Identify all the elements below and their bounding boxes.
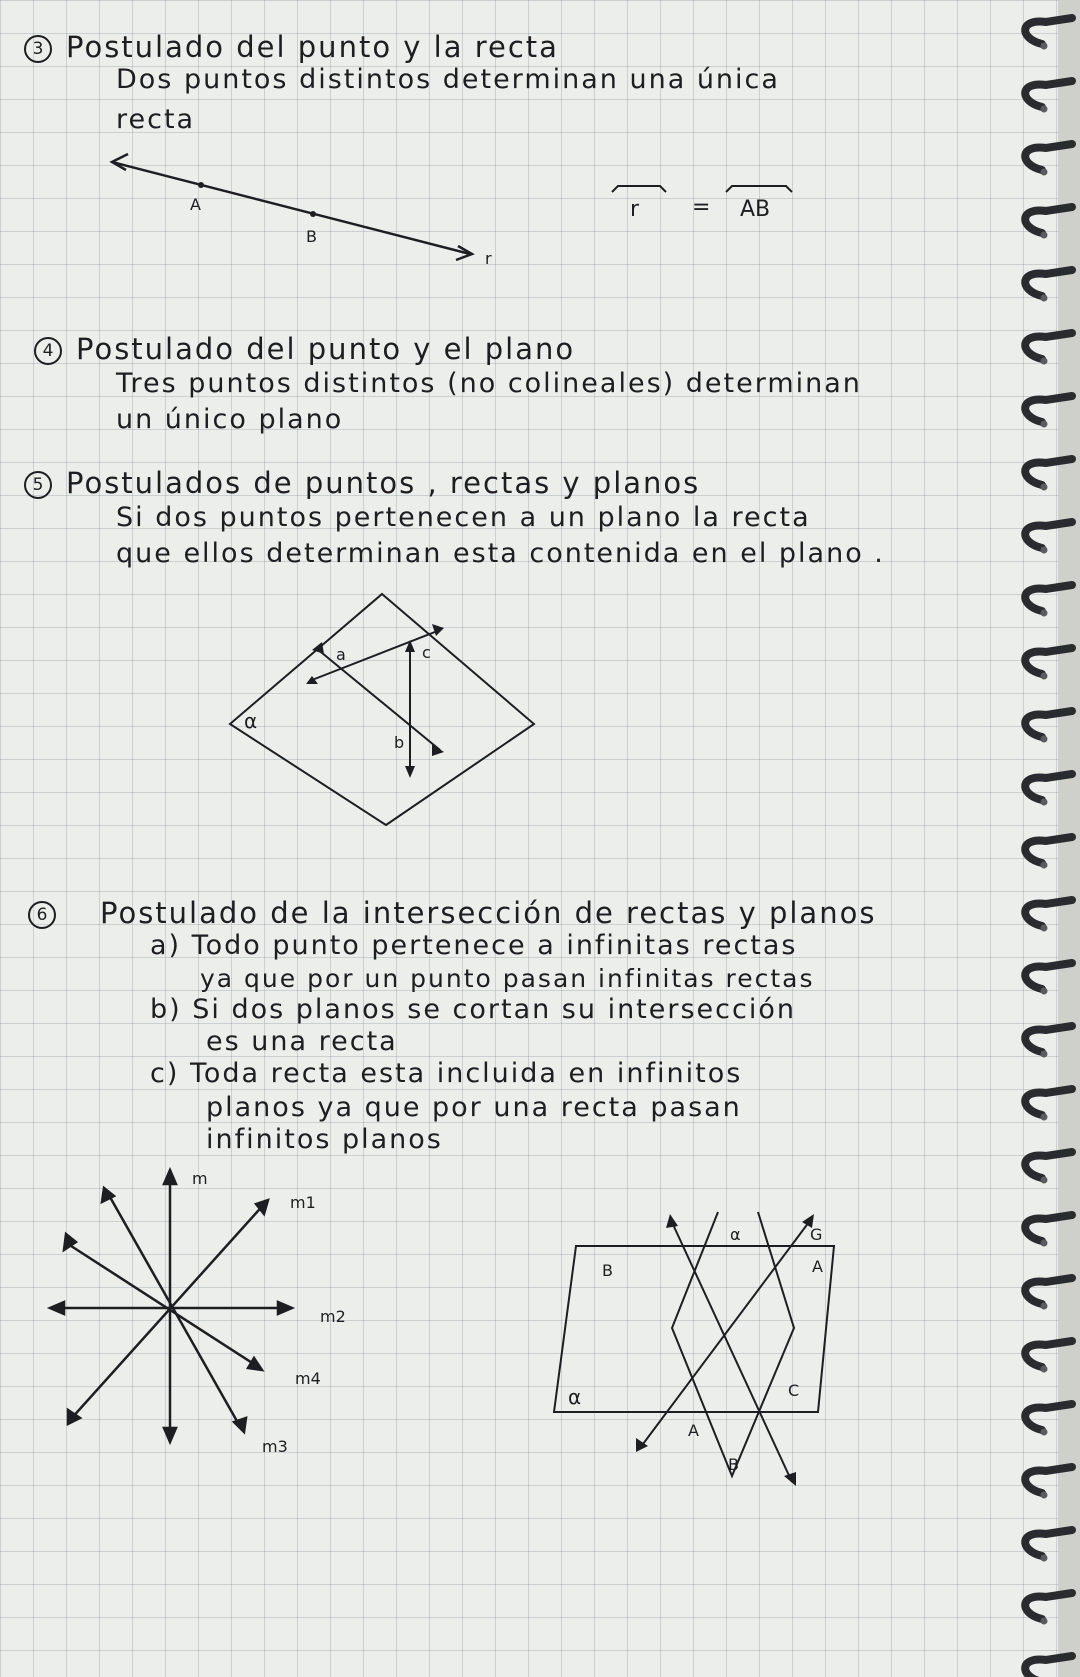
arrow-head-icon bbox=[306, 676, 318, 684]
label-a-bottom: A bbox=[688, 1421, 699, 1440]
section-5-line-2: que ellos determinan esta contenida en el plano . bbox=[116, 538, 885, 569]
label-c: C bbox=[788, 1381, 800, 1400]
line-a-label: a bbox=[336, 645, 346, 664]
binding-hole-icon bbox=[1041, 1618, 1048, 1625]
notation-equals: = bbox=[692, 195, 711, 220]
arrow-head-icon bbox=[405, 640, 415, 652]
binding-hole-icon bbox=[1041, 862, 1048, 869]
section-3-title: Postulado del punto y la recta bbox=[66, 30, 559, 64]
binding-hole-icon bbox=[1041, 1303, 1048, 1310]
section-6-title: Postulado de la intersección de rectas y planos bbox=[100, 896, 877, 930]
binding-hole-icon bbox=[1041, 988, 1048, 995]
section-3-line-2: recta bbox=[116, 104, 196, 135]
binding-hole-icon bbox=[1041, 1051, 1048, 1058]
arrow-head-icon bbox=[248, 1358, 262, 1370]
planes-through-line-figure bbox=[540, 1200, 860, 1500]
binding-hole-icon bbox=[1041, 673, 1048, 680]
section-4-line-1: Tres puntos distintos (no colineales) determinan bbox=[116, 368, 862, 399]
label-a-right: A bbox=[812, 1257, 823, 1276]
point-a-label: A bbox=[190, 195, 201, 214]
section-3-line-1: Dos puntos distintos determinan una única bbox=[116, 64, 780, 95]
section-6-item-a-cont: ya que por un punto pasan infinitas rectas bbox=[200, 964, 815, 993]
binding-hole-icon bbox=[1041, 799, 1048, 806]
binding-hole-icon bbox=[1041, 43, 1048, 50]
label-m: m bbox=[192, 1169, 208, 1188]
diag-line-1 bbox=[670, 1218, 792, 1482]
binding-hole-icon bbox=[1041, 106, 1048, 113]
label-b-bottom: B bbox=[728, 1455, 739, 1474]
arrow-head-icon bbox=[278, 1302, 292, 1314]
binding-hole-icon bbox=[1041, 1240, 1048, 1247]
plane-alpha-outline bbox=[230, 594, 534, 825]
notation-right: AB bbox=[740, 197, 771, 222]
binding-hole-icon bbox=[1041, 925, 1048, 932]
point-b-dot bbox=[310, 211, 316, 217]
binding-hole-icon bbox=[1041, 484, 1048, 491]
lines-through-point-figure bbox=[40, 1160, 380, 1460]
binding-hole-icon bbox=[1041, 232, 1048, 239]
point-a-dot bbox=[198, 182, 204, 188]
arrow-head-icon bbox=[164, 1170, 176, 1184]
plane-alpha-label: α bbox=[244, 709, 258, 733]
binding-hole-icon bbox=[1041, 1177, 1048, 1184]
line-ab-figure bbox=[0, 140, 800, 280]
section-6-item-c: c) Toda recta esta incluida en infinitos bbox=[150, 1058, 743, 1089]
section-4-title: Postulado del punto y el plano bbox=[76, 332, 576, 366]
line-r bbox=[112, 162, 470, 254]
binding-hole-icon bbox=[1041, 295, 1048, 302]
binding-hole-icon bbox=[1041, 1114, 1048, 1121]
section-6-item-b: b) Si dos planos se cortan su intersección bbox=[150, 994, 796, 1025]
notation-left: r bbox=[630, 197, 640, 222]
binding-hole-icon bbox=[1041, 1366, 1048, 1373]
label-m1: m1 bbox=[290, 1193, 316, 1212]
section-6-item-c-cont-1: planos ya que por una recta pasan bbox=[206, 1092, 742, 1123]
label-g: G bbox=[810, 1225, 823, 1244]
section-4-heading bbox=[34, 332, 575, 366]
section-6-number: 6 bbox=[28, 901, 56, 929]
arrow-head-icon bbox=[432, 744, 444, 756]
notation-left-arrow-icon bbox=[612, 186, 666, 192]
binding-hole-icon bbox=[1041, 736, 1048, 743]
label-b-top: B bbox=[602, 1261, 613, 1280]
line-b-label: b bbox=[394, 733, 405, 752]
left-arrow-icon bbox=[112, 154, 128, 170]
plane-figure bbox=[200, 580, 560, 840]
label-m3: m3 bbox=[262, 1437, 288, 1456]
binding-hole-icon bbox=[1041, 1492, 1048, 1499]
line-c-diag bbox=[316, 648, 440, 750]
section-3-heading bbox=[24, 30, 559, 64]
notation-right-arrow-icon bbox=[726, 186, 792, 192]
section-6-item-a: a) Todo punto pertenece a infinitas rectas bbox=[150, 930, 798, 961]
label-m4: m4 bbox=[295, 1369, 321, 1388]
label-m2: m2 bbox=[320, 1307, 346, 1326]
section-4-line-2: un único plano bbox=[116, 404, 344, 435]
binding-hole-icon bbox=[1041, 1555, 1048, 1562]
arrow-head-icon bbox=[666, 1214, 678, 1228]
line-r-label: r bbox=[485, 249, 492, 268]
binding-hole-icon bbox=[1041, 358, 1048, 365]
arrow-head-icon bbox=[164, 1428, 176, 1442]
diag-line-2 bbox=[640, 1218, 812, 1448]
arrow-head-icon bbox=[784, 1472, 796, 1486]
section-5-line-1: Si dos puntos pertenecen a un plano la recta bbox=[116, 502, 811, 533]
line-c-label: c bbox=[422, 643, 431, 662]
binding-hole-icon bbox=[1041, 169, 1048, 176]
section-6-heading bbox=[28, 896, 876, 930]
binding-hole-icon bbox=[1041, 421, 1048, 428]
section-6-item-c-cont-2: infinitos planos bbox=[206, 1124, 443, 1155]
arrow-head-icon bbox=[405, 766, 415, 778]
binding-hole-icon bbox=[1041, 1429, 1048, 1436]
binding-hole-icon bbox=[1041, 547, 1048, 554]
label-alpha-plane: α bbox=[568, 1385, 582, 1409]
line-m4 bbox=[68, 1244, 260, 1368]
arrow-head-icon bbox=[234, 1418, 246, 1432]
binding-hole-icon bbox=[1041, 610, 1048, 617]
point-b-label: B bbox=[306, 227, 317, 246]
section-5-number: 5 bbox=[24, 471, 52, 499]
section-4-number: 4 bbox=[34, 337, 62, 365]
section-5-title: Postulados de puntos , rectas y planos bbox=[66, 466, 701, 500]
arrow-head-icon bbox=[50, 1302, 64, 1314]
section-5-heading bbox=[24, 466, 700, 500]
spiral-binding-icon bbox=[1000, 0, 1080, 1677]
section-3-number: 3 bbox=[24, 35, 52, 63]
line-m1 bbox=[70, 1202, 266, 1420]
section-6-item-b-cont: es una recta bbox=[206, 1026, 398, 1057]
line-m3 bbox=[106, 1190, 242, 1430]
arrow-head-icon bbox=[432, 624, 444, 636]
label-alpha-top: α bbox=[730, 1225, 741, 1244]
